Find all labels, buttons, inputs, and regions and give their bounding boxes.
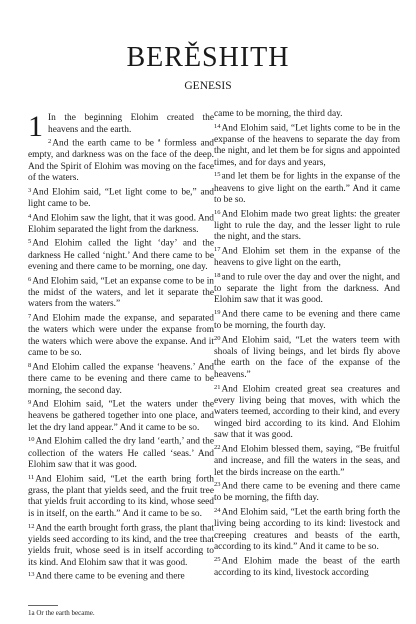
verse-2: $^2$And the earth came to be ª formless and empty, and darkness was on the face of the deep. And the Spirit of Elohim was moving on the face of the waters. [28,138,214,184]
book-title: BERĚSHITH [126,42,290,73]
right-column [214,109,400,580]
verse-17: $^{17}$And Elohim set them in the expanse of the heavens to give light on the earth, [214,246,400,269]
verse-10: $^{10}$And Elohim called the dry land ‘earth,’ and the collection of the waters He called ‘seas.’ And Elohim saw that it was good. [28,436,214,471]
verse-6: $^6$And Elohim said, “Let an expanse come to be in the midst of the waters, and let it separate the waters from the waters.” [28,275,214,310]
verse-18: $^{18}$and to rule over the day and over the night, and to separate the light from the darkness. And Elohim saw that it was good. [214,271,400,306]
verse-24: $^{24}$And Elohim said, “Let the earth bring forth the living being according to its kind: livestock and creeping creatures and beasts of the earth, according to its kind.” And it came to be so. [214,507,400,553]
verse-25: $^{25}$And Elohim made the beast of the earth according to its kind, livestock according [214,555,400,578]
verse-14: $^{14}$And Elohim said, “Let lights come to be in the expanse of the heavens to separate the day from the night, and let them be for signs and appointed times, and for days and years, [214,122,400,168]
verse-5: $^5$And Elohim called the light ‘day’ and the darkness He called ‘night.’ And there came to be evening and there came to be morning, one day. [28,238,214,273]
verse-12: $^{12}$And the earth brought forth grass, the plant that yields seed according to its kind, and the tree that yields fruit, whose seed is in itself according to its kind. And Elohim saw that it was good. [28,522,214,568]
verse-21: $^{21}$And Elohim created great sea creatures and every living being that moves, with which the waters teemed, according to their kind, and every winged bird according to its kind. And Elohim saw that it was good. [214,383,400,441]
left-column [28,110,214,584]
verse-13-cont: came to be morning, the third day. [214,109,343,119]
verse-4: $^4$And Elohim saw the light, that it was good. And Elohim separated the light from the darkness. [28,212,214,235]
verse-13: $^{13}$And there came to be evening and there [28,571,185,582]
verse-1: In the beginning Elohim created the heavens and the earth. [48,113,214,135]
verse-15: $^{15}$and let them be for lights in the expanse of the heavens to give light on the earth.” And it came to be so. [214,171,400,206]
verse-11: $^{11}$And Elohim said, “Let the earth bring forth grass, the plant that yields seed, and the fruit tree that yields fruit according to its kind, whose seed is in itself, on the earth.” And it came to be so. [28,473,214,519]
verse-3: $^3$And Elohim said, “Let light come to be,” and light came to be. [28,187,214,210]
verse-23: $^{23}$And there came to be evening and there came to be morning, the fifth day. [214,481,400,504]
verse-8: $^8$And Elohim called the expanse ‘heavens.’ And there came to be evening and there came to be morning, the second day. [28,361,214,396]
verse-22: $^{22}$And Elohim blessed them, saying, “Be fruitful and increase, and fill the waters in the seas, and let the birds increase on the earth.” [214,444,400,478]
footnote-divider [28,605,58,606]
chapter-number: 1 [28,110,43,143]
verse-20: $^{20}$And Elohim said, “Let the waters teem with shoals of living beings, and let birds fly above the earth on the face of the expanse of the heavens.” [214,334,400,380]
verse-19: $^{19}$And there came to be evening and there came to be morning, the fourth day. [214,309,400,332]
book-subtitle: GENESIS [184,80,232,92]
verse-16: $^{16}$And Elohim made two great lights: the greater light to rule the day, and the lesser light to rule the night, and the stars. [214,208,400,243]
verse-9: $^9$And Elohim said, “Let the waters under the heavens be gathered together into one place, and let the dry land appear.” And it came to be so. [28,399,214,433]
footnote: 1a Or the earth became. [28,609,95,617]
verse-7: $^7$And Elohim made the expanse, and separated the waters which were under the expanse from the waters which were above the expanse. And it came to be so. [28,313,214,359]
